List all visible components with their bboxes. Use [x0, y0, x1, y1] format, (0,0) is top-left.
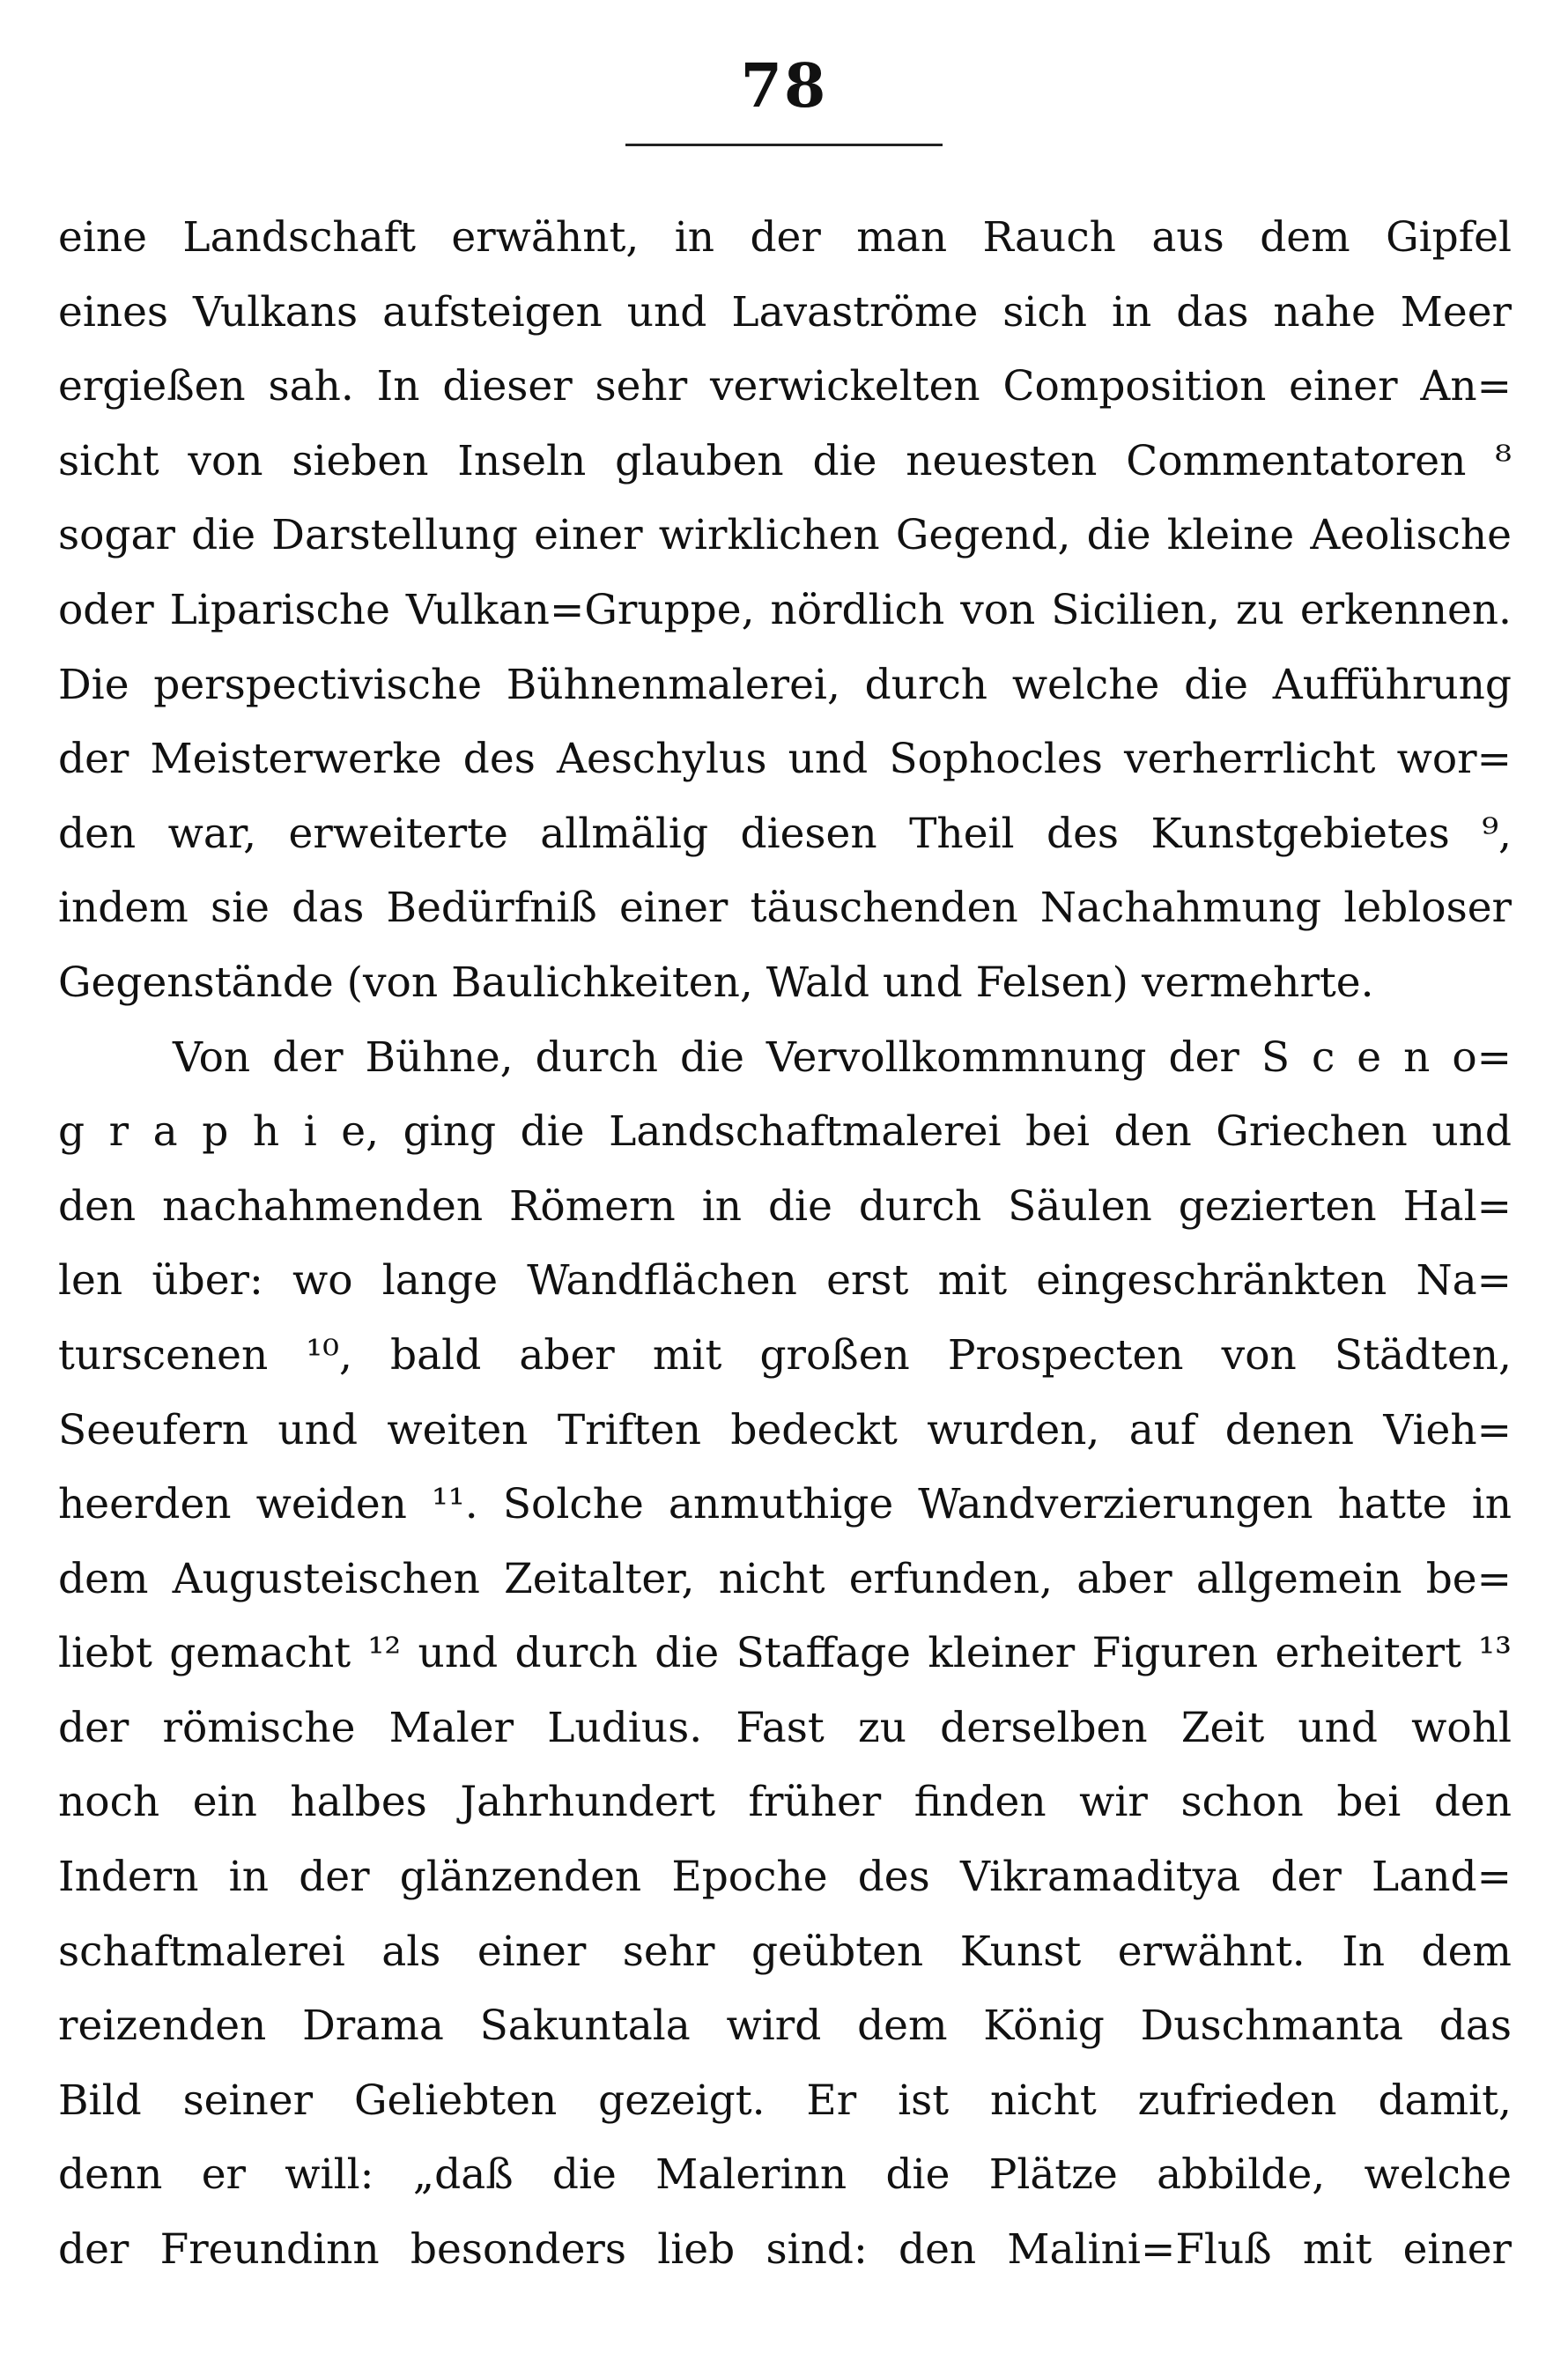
text-line: indem sie das Bedürfniß einer täuschenden Nachahmung lebloser [58, 884, 1512, 933]
text-line: Seeufern und weiten Triften bedeckt wurden, auf denen Vieh= [58, 1405, 1512, 1454]
text-line: der Meisterwerke des Aeschylus und Sophocles verherrlicht wor= [58, 735, 1512, 784]
page-number: 78 [740, 51, 828, 122]
text-line: sogar die Darstellung einer wirklichen Gegend, die kleine Aeolische [58, 511, 1512, 560]
paragraph-first-line: Von der Bühne, durch die Vervollkommnung der S c e n o= [173, 1032, 1512, 1082]
text-line: len über: wo lange Wandflächen erst mit eingeschränkten Na= [58, 1256, 1512, 1306]
text-line: Bild seiner Geliebten gezeigt. Er ist nicht zufrieden damit, [58, 2076, 1512, 2125]
text-line: der römische Maler Ludius. Fast zu derselben Zeit und wohl [58, 1703, 1512, 1752]
text-line: turscenen ¹⁰, bald aber mit großen Prospecten von Städten, [58, 1330, 1512, 1380]
text-line: liebt gemacht ¹² und durch die Staffage kleiner Figuren erheitert ¹³ [58, 1629, 1512, 1678]
text-line: reizenden Drama Sakuntala wird dem König Duschmanta das [58, 2002, 1512, 2051]
text-line: eine Landschaft erwähnt, in der man Rauch aus dem Gipfel [58, 213, 1512, 262]
text-line: den war, erweiterte allmälig diesen Theil des Kunstgebietes ⁹, [58, 809, 1512, 858]
text-line: sicht von sieben Inseln glauben die neuesten Commentatoren ⁸ [58, 436, 1512, 485]
text-line: eines Vulkans aufsteigen und Lavaströme sich in das nahe Meer [58, 287, 1512, 337]
header-rule [625, 144, 943, 146]
text-line: denn er will: „daß die Malerinn die Plätze abbilde, welche [58, 2150, 1512, 2200]
text-line: den nachahmenden Römern in die durch Säulen gezierten Hal= [58, 1181, 1512, 1231]
text-line: dem Augusteischen Zeitalter, nicht erfunden, aber allgemein be= [58, 1554, 1512, 1603]
text-line: oder Liparische Vulkan=Gruppe, nördlich von Sicilien, zu erkennen. [58, 585, 1512, 634]
text-line: g r a p h i e, ging die Landschaftmalerei bei den Griechen und [58, 1107, 1512, 1157]
text-line: heerden weiden ¹¹. Solche anmuthige Wandverzierungen hatte in [58, 1480, 1512, 1529]
text-line: Indern in der glänzenden Epoche des Vikramaditya der Land= [58, 1853, 1512, 1902]
text-line: schaftmalerei als einer sehr geübten Kunst erwähnt. In dem [58, 1927, 1512, 1976]
text-line: noch ein halbes Jahrhundert früher finden wir schon bei den [58, 1778, 1512, 1827]
text-line: Gegenstände (von Baulichkeiten, Wald und Felsen) vermehrte. [58, 958, 1374, 1007]
text-line: ergießen sah. In dieser sehr verwickelten Composition einer An= [58, 362, 1512, 411]
body-text [58, 201, 1512, 2288]
text-line: Die perspectivische Bühnenmalerei, durch welche die Aufführung [58, 660, 1512, 709]
text-line: der Freundinn besonders lieb sind: den Malini=Fluß mit einer [58, 2225, 1512, 2275]
